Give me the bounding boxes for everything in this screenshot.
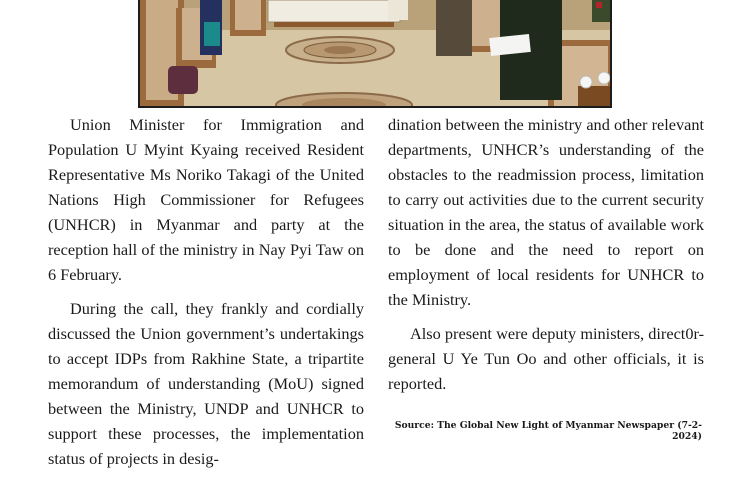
- source-credit: Source: The Global New Light of Myanmar Newspaper (7-2-2024): [394, 420, 702, 442]
- article-paragraph: During the call, they frankly and cordially discussed the Union government’s undertakings to accept IDPs from Rakhine State, a tripartite memorandum of understanding (MoU) signed between the Ministry, UNDP and UNHCR to support these processes, the implementation status of projects in desig-: [48, 298, 364, 468]
- article-left-column: [48, 112, 364, 479]
- article-paragraph: Also present were deputy ministers, direct0r-general U Ye Tun Oo and other officials, it is reported.: [388, 323, 704, 393]
- meeting-photo: [138, 0, 612, 108]
- article-paragraph: Union Minister for Immigration and Population U Myint Kyaing received Resident Representative Ms Noriko Takagi of the United Nations High Commissioner for Refugees (UNHCR) in Myanmar and party at the reception hall of the ministry in Nay Pyi Taw on 6 February.: [48, 115, 364, 284]
- meeting-photo-scene: [140, 0, 612, 108]
- article-paragraph: dination between the ministry and other relevant departments, UNHCR’s understanding of the obstacles to the readmission process, limitation to carry out activities due to the current security situation in the area, the status of available work to be done and the need to report on employment of local residents for UNHCR to the Ministry.: [388, 115, 704, 309]
- article-right-column: [388, 112, 704, 404]
